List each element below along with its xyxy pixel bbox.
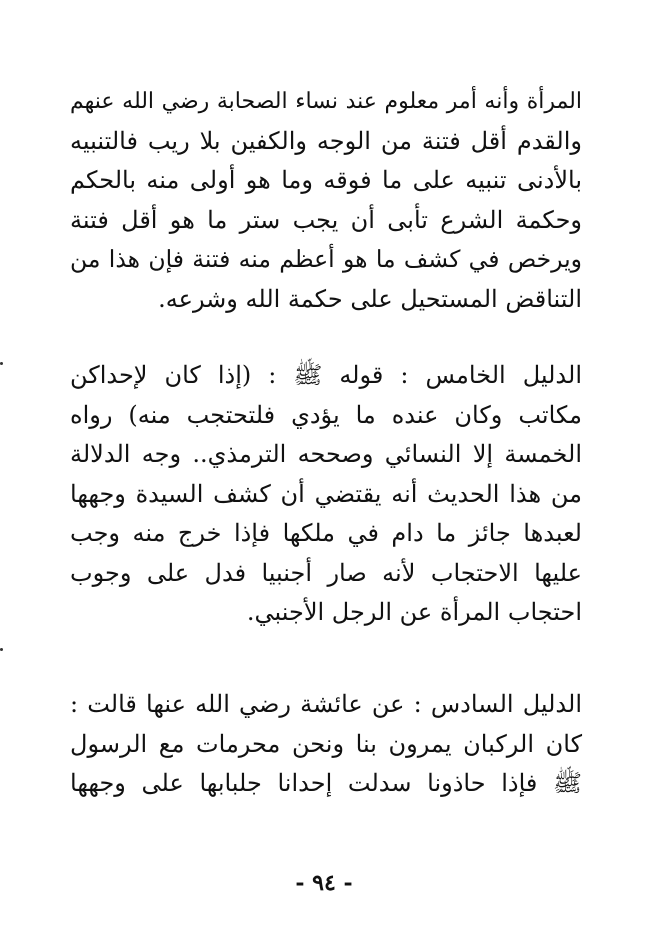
text-line: بالأدنى تنبيه على ما فوقه وما هو أولى منه بالحكم bbox=[70, 166, 582, 194]
paragraph-2 bbox=[70, 356, 582, 633]
text-line: المرأة وأنه أمر معلوم عند نساء الصحابة رضي الله عنهم bbox=[70, 89, 582, 114]
text-line: ﷺ فإذا حاذونا سدلت إحدانا جلبابها على وجهها bbox=[70, 769, 582, 797]
margin-mark bbox=[0, 648, 3, 651]
text-line: التناقض المستحيل على حكمة الله وشرعه. bbox=[158, 284, 582, 313]
text-line: والقدم أقل فتنة من الوجه والكفين بلا ريب فالتنبيه bbox=[70, 126, 582, 155]
text-line: عليها الاحتجاب لأنه صار أجنبيا فدل على وجوب bbox=[70, 558, 582, 587]
text-line: لعبدها جائز ما دام في ملكها فإذا خرج منه وجب bbox=[70, 519, 582, 547]
text-line: من هذا الحديث أنه يقتضي أن كشف السيدة وجهها bbox=[70, 479, 582, 508]
text-line: مكاتب وكان عنده ما يؤدي فلتحتجب منه) رواه bbox=[70, 400, 582, 429]
text-line: وحكمة الشرع تأبى أن يجب ستر ما هو أقل فتنة bbox=[70, 205, 582, 234]
text-line: الخمسة إلا النسائي وصححه الترمذي.. وجه الدلالة bbox=[70, 440, 582, 468]
page-number: - ٩٤ - bbox=[295, 870, 353, 896]
margin-mark bbox=[0, 362, 3, 365]
text-line: الدليل السادس : عن عائشة رضي الله عنها قالت : bbox=[70, 690, 582, 718]
paragraph-3 bbox=[70, 685, 582, 804]
text-line: ويرخص في كشف ما هو أعظم منه فتنة فإن هذا من bbox=[70, 245, 582, 273]
text-line: كان الركبان يمرون بنا ونحن محرمات مع الرسول bbox=[70, 729, 582, 758]
text-line: احتجاب المرأة عن الرجل الأجنبي. bbox=[246, 598, 582, 626]
paragraph-1 bbox=[70, 82, 582, 319]
text-line: الدليل الخامس : قوله ﷺ : (إذا كان لإحداكن bbox=[70, 361, 582, 389]
